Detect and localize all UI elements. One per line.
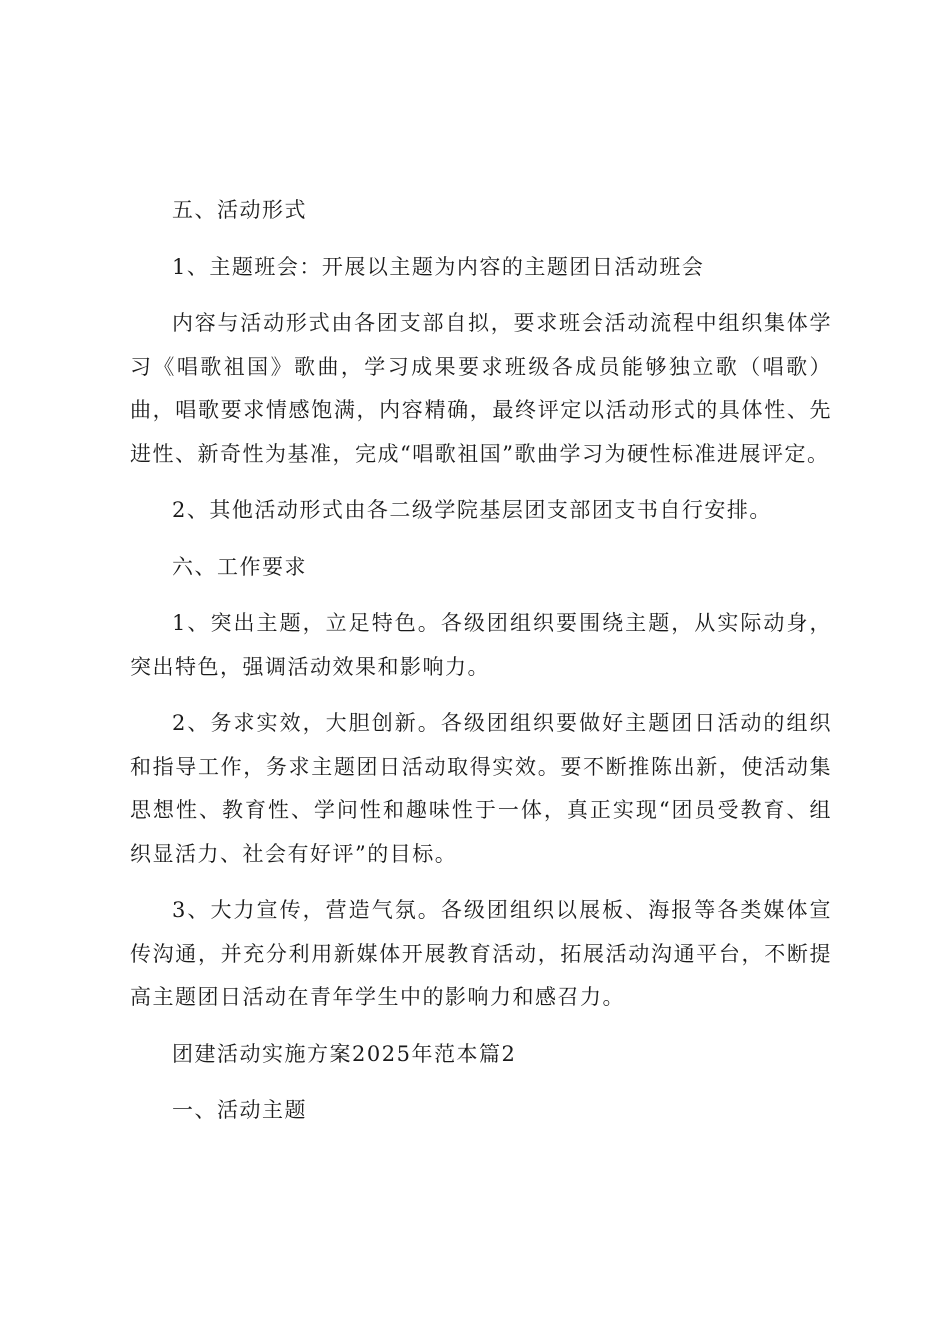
document-body xyxy=(130,189,832,1146)
paragraph-requirement-2: 2、务求实效，大胆创新。各级团组织要做好主题团日活动的组织和指导工作，务求主题团日活动取得实效。要不断推陈出新，使活动集思想性、教育性、学问性和趣味性于一体，真正实现“团员受教育、组织显活力、社会有好评”的目标。 xyxy=(130,711,832,866)
paragraph-other-forms: 2、其他活动形式由各二级学院基层团支部团支书自行安排。 xyxy=(172,498,772,522)
section-heading-activity-form: 五、活动形式 xyxy=(172,198,307,222)
section-heading-work-requirements: 六、工作要求 xyxy=(172,554,307,579)
document-subtitle: 团建活动实施方案2025年范本篇2 xyxy=(172,1041,517,1066)
section-heading-activity-theme: 一、活动主题 xyxy=(172,1098,307,1122)
paragraph-requirement-3: 3、大力宣传，营造气氛。各级团组织以展板、海报等各类媒体宣传沟通，并充分利用新媒体开展教育活动，拓展活动沟通平台，不断提高主题团日活动在青年学生中的影响力和感召力。 xyxy=(130,898,832,1009)
paragraph-meeting-content: 内容与活动形式由各团支部自拟，要求班会活动流程中组织集体学习《唱歌祖国》歌曲，学习成果要求班级各成员能够独立歌（唱歌）曲，唱歌要求情感饱满，内容精确，最终评定以活动形式的具体性、先进性、新奇性为基准，完成“唱歌祖国”歌曲学习为硬性标准进展评定。 xyxy=(130,311,832,466)
paragraph-requirement-1: 1、突出主题，立足特色。各级团组织要围绕主题，从实际动身，突出特色，强调活动效果和影响力。 xyxy=(130,611,832,679)
paragraph-theme-class-meeting: 1、主题班会：开展以主题为内容的主题团日活动班会 xyxy=(172,254,705,279)
